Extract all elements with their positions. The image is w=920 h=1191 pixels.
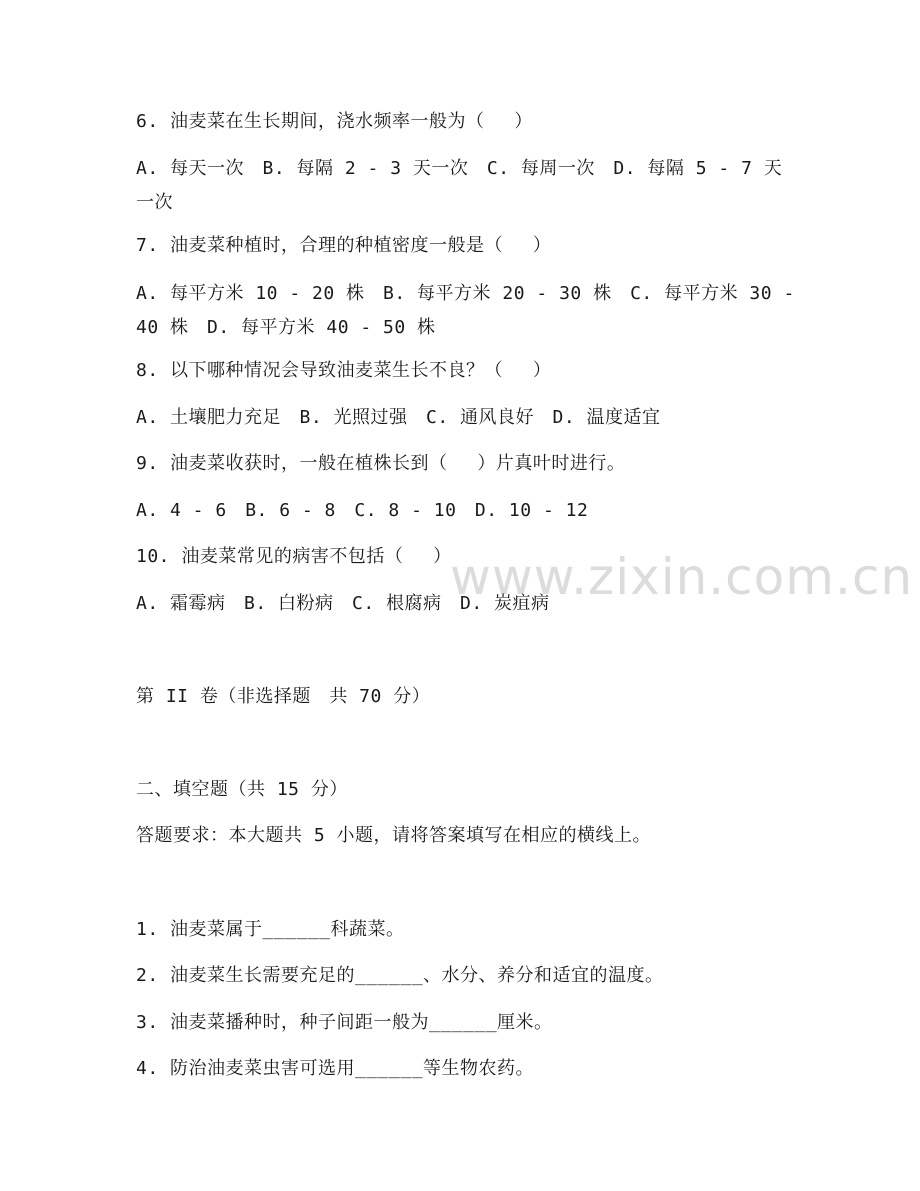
fill-item-4: 4. 防治油麦菜虫害可选用______等生物农药。 (136, 1058, 535, 1079)
question-9: 9. 油麦菜收获时，一般在植株长到（ ）片真叶时进行。 (136, 453, 626, 474)
question-9-options: A. 4 - 6 B. 6 - 8 C. 8 - 10 D. 10 - 12 (136, 500, 589, 521)
watermark: www.zixin.com.cn (450, 548, 914, 606)
question-8: 8. 以下哪种情况会导致油麦菜生长不良？（ ） (136, 360, 552, 381)
section-2-title: 第 II 卷（非选择题 共 70 分） (136, 686, 431, 707)
question-8-options: A. 土壤肥力充足 B. 光照过强 C. 通风良好 D. 温度适宜 (136, 407, 661, 428)
question-10: 10. 油麦菜常见的病害不包括（ ） (136, 546, 452, 567)
fill-section-instruction: 答题要求：本大题共 5 小题，请将答案填写在相应的横线上。 (136, 825, 652, 846)
fill-item-1: 1. 油麦菜属于______科蔬菜。 (136, 919, 405, 940)
question-6-options: A. 每天一次 B. 每隔 2 - 3 天一次 C. 每周一次 D. 每隔 5 - 7 天一次 (136, 158, 783, 213)
question-6: 6. 油麦菜在生长期间，浇水频率一般为（ ） (136, 111, 533, 132)
fill-section-heading: 二、填空题（共 15 分） (136, 779, 348, 800)
question-7-options: A. 每平方米 10 - 20 株 B. 每平方米 20 - 30 株 C. 每平方米 30 - 40 株 D. 每平方米 40 - 50 株 (136, 283, 795, 338)
question-10-options: A. 霜霉病 B. 白粉病 C. 根腐病 D. 炭疽病 (136, 593, 550, 614)
fill-item-3: 3. 油麦菜播种时，种子间距一般为______厘米。 (136, 1012, 553, 1033)
question-7: 7. 油麦菜种植时，合理的种植密度一般是（ ） (136, 235, 552, 256)
fill-item-2: 2. 油麦菜生长需要充足的______、水分、养分和适宜的温度。 (136, 965, 664, 986)
